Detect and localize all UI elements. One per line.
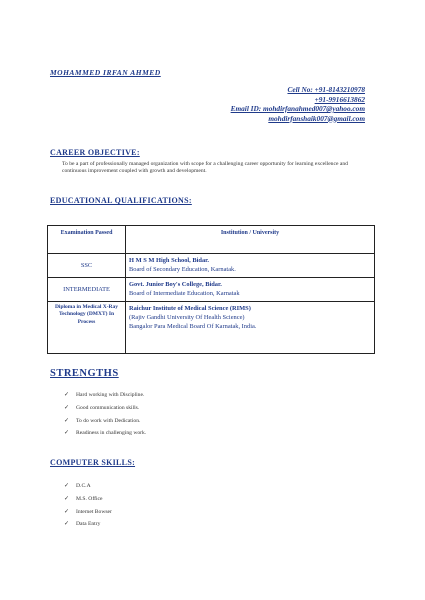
computer-skills-list xyxy=(64,481,112,532)
career-objective-text: To be a part of professionally managed organization with scope for a challenging career opportunity for learning excellence and continuous improvement coupled with growth and development. xyxy=(62,161,348,175)
education-heading: EDUCATIONAL QUALIFICATIONS: xyxy=(50,196,192,205)
list-item xyxy=(64,494,112,507)
email-address-2[interactable]: mohdirfanshaik007@gmail.com xyxy=(268,113,365,123)
list-item xyxy=(64,390,146,403)
strength-text: Hard working with Discipline. xyxy=(76,392,145,398)
email-address[interactable]: Email ID: mohdirfanahmed007@yahoo.com xyxy=(230,104,365,113)
institution-column-header: Institution / University xyxy=(126,226,375,254)
career-objective-heading: CAREER OBJECTIVE: xyxy=(50,148,140,157)
exam-cell: INTERMEDIATE xyxy=(48,278,126,302)
check-icon: ✓ xyxy=(64,495,70,502)
check-icon: ✓ xyxy=(64,508,70,515)
strength-text: To do work with Dedication. xyxy=(76,417,141,424)
list-item xyxy=(64,416,146,429)
exam-cell: Diploma in Medical X-Ray Technology (DMXT) In Process xyxy=(48,302,126,354)
check-icon: ✓ xyxy=(64,483,70,489)
list-item xyxy=(64,481,112,494)
list-item xyxy=(64,519,112,532)
strengths-list xyxy=(64,390,146,441)
list-item xyxy=(64,507,112,520)
strengths-heading: STRENGTHS xyxy=(50,368,119,379)
skill-text: M.S. Office xyxy=(76,495,103,502)
institution-cell xyxy=(126,254,375,278)
check-icon: ✓ xyxy=(64,392,70,398)
education-table xyxy=(47,225,375,354)
check-icon: ✓ xyxy=(64,404,70,411)
exam-column-header: Examination Passed xyxy=(48,226,126,254)
board-line: Bangalor Para Medical Board Of Karnatak, India. xyxy=(129,322,257,330)
cell-number-2: +91-9916613862 xyxy=(314,94,365,104)
institution-line: Raichur Institute of Medical Science (RIMS) xyxy=(129,304,251,312)
exam-cell: SSC xyxy=(48,254,126,278)
candidate-name: MOHAMMED IRFAN AHMED xyxy=(50,68,161,77)
strength-text: Good communication skills. xyxy=(76,404,140,411)
institution-line: Govt. Junior Boy's College, Bidar. xyxy=(129,280,222,288)
table-row xyxy=(48,278,375,302)
table-header-row xyxy=(48,226,375,254)
check-icon: ✓ xyxy=(64,430,70,437)
board-line: Board of Intermediate Education, Karnatak xyxy=(129,289,240,297)
skill-text: D.C.A xyxy=(76,483,91,489)
table-row xyxy=(48,302,375,354)
university-line: (Rajiv Gandhi University Of Health Science) xyxy=(129,313,245,321)
institution-cell xyxy=(126,302,375,354)
institution-cell xyxy=(126,278,375,302)
check-icon: ✓ xyxy=(64,417,70,424)
institution-line: H M S M High School, Bidar. xyxy=(129,256,210,264)
check-icon: ✓ xyxy=(64,521,70,528)
board-line: Board of Secondary Education, Karnatak. xyxy=(129,265,236,273)
table-row xyxy=(48,254,375,278)
strength-text: Readiness in challenging work. xyxy=(76,430,147,437)
contact-block xyxy=(231,85,365,123)
computer-skills-heading: COMPUTER SKILLS: xyxy=(50,458,136,467)
cell-number: Cell No: +91-8143210978 xyxy=(287,85,365,94)
skill-text: Internet Bowser xyxy=(76,508,112,515)
list-item xyxy=(64,403,146,416)
list-item xyxy=(64,428,146,441)
skill-text: Data Entry xyxy=(76,521,101,528)
